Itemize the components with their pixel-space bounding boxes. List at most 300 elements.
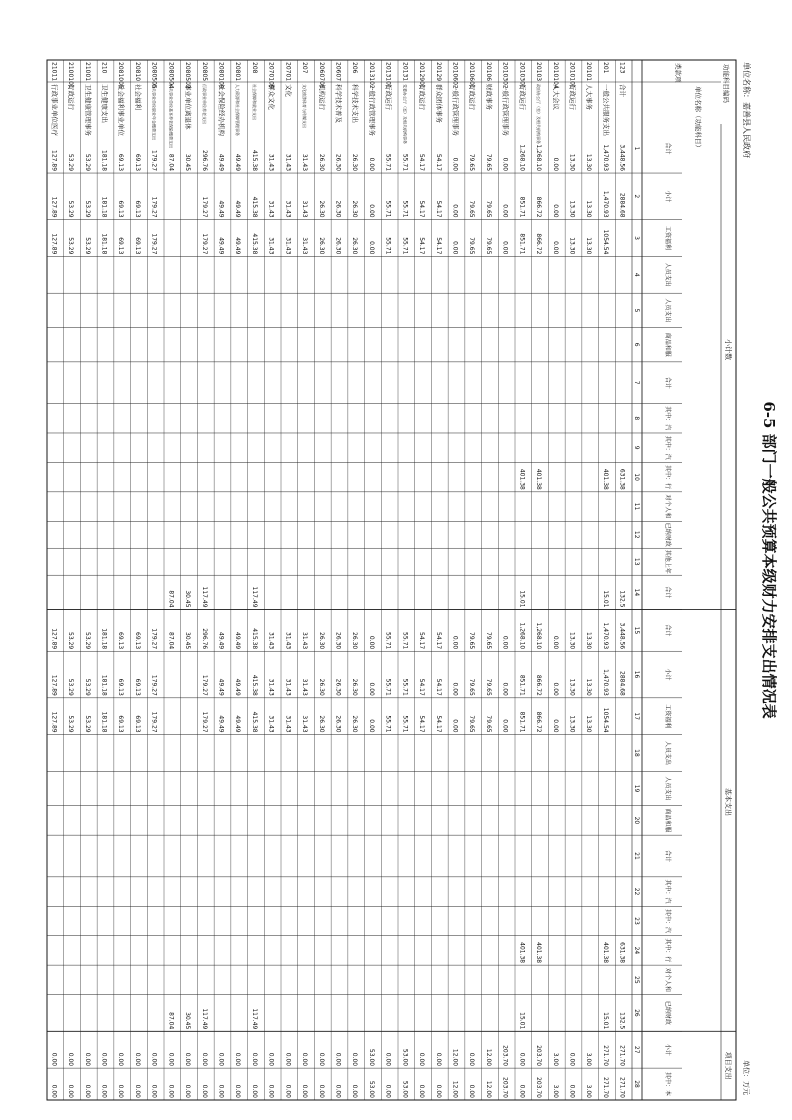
row-cell-total: 0.00 [367, 157, 375, 172]
row-name: 行政运行 [518, 84, 527, 110]
row-cell-basic-admin: 181.18 [100, 711, 108, 733]
row-name: 行政运行 [67, 84, 76, 110]
column-number: 12 [633, 530, 640, 539]
row-cell-basic-total: 0.00 [501, 635, 509, 650]
row-name: 人大会议 [551, 84, 560, 110]
row-cell-basic-subtotal: 0.00 [367, 682, 375, 696]
row-cell-basic-admin: 415.38 [250, 711, 258, 733]
header-cell: 其中：汽 [664, 406, 671, 431]
row-cell-next: 0.00 [133, 1084, 141, 1098]
row-name: 科学技术普及 [334, 84, 343, 123]
row-cell-project: 0.00 [267, 1052, 275, 1067]
row-cell-basic-admin: 866.72 [535, 711, 543, 733]
row-cell-basic-admin: 31.43 [301, 715, 309, 733]
row-cell-basic-subtotal: 866.72 [535, 674, 543, 696]
row-cell-total: 1,268.10 [535, 144, 543, 172]
row-cell-basic-subtotal: 0.00 [551, 682, 559, 696]
row-name: 社会福利事业单位 [117, 84, 126, 136]
row-cell-basic-admin: 53.29 [83, 715, 91, 733]
row-code: 2080505 [150, 62, 158, 89]
row-cell-next: 0.00 [384, 1084, 392, 1098]
row-cell-total: 0.00 [551, 157, 559, 172]
row-cell-basic-subtotal: 54.17 [418, 678, 426, 696]
row-cell-basic-total: 415.38 [250, 628, 258, 650]
column-number: 7 [633, 380, 640, 385]
row-cell-project: 12.00 [484, 1048, 492, 1067]
row-cell-admin: 31.43 [267, 237, 275, 255]
row-cell-basic-subtotal: 53.29 [83, 678, 91, 696]
header-cell: 商品和服 [664, 332, 671, 357]
row-cell-subtotal: 13.30 [568, 200, 576, 218]
row-cell-admin: 0.00 [501, 241, 509, 255]
row-name: 行政运行 [568, 84, 577, 110]
row-cell-total: 181.18 [100, 150, 108, 172]
row-code: 20801 [234, 62, 242, 82]
row-cell-basic-total: 31.43 [284, 632, 292, 650]
row-cell-project: 0.00 [568, 1052, 576, 1067]
row-cell-total: 179.27 [150, 150, 158, 172]
column-number: 11 [633, 502, 640, 511]
row-cell-total: 69.13 [133, 153, 141, 172]
row-cell-total: 0.00 [501, 157, 509, 172]
row-cell-subtotal: 49.49 [234, 200, 242, 218]
row-cell-basic-total: 3,448.56 [618, 622, 626, 650]
header-cell: 已纳财政 [664, 1000, 671, 1025]
row-cell-project: 0.00 [117, 1052, 125, 1067]
column-number: 5 [633, 308, 640, 313]
row-cell-basic-indiv: 15.01 [518, 1012, 526, 1030]
row-cell-basic-admin: 26.30 [351, 715, 359, 733]
row-cell-total: 0.00 [451, 157, 459, 172]
row-cell-basic-admin: 54.17 [434, 715, 442, 733]
row-cell-total: 31.43 [267, 153, 275, 172]
row-cell-basic-subtotal: 26.30 [334, 678, 342, 696]
row-cell-admin: 13.30 [568, 237, 576, 255]
row-cell-admin: 55.71 [401, 237, 409, 255]
row-cell-subtotal: 69.13 [117, 200, 125, 218]
row-cell-project: 203.70 [501, 1045, 509, 1067]
column-number: 9 [633, 445, 640, 450]
row-cell-basic-subtotal: 0.00 [451, 682, 459, 696]
row-cell-subtotal: 26.30 [317, 200, 325, 218]
row-cell-basic-admin: 79.65 [484, 715, 492, 733]
row-cell-basic-admin: 179.27 [200, 711, 208, 733]
row-code: 2010301 [518, 62, 526, 89]
row-cell-project: 0.00 [518, 1052, 526, 1067]
row-code: 2010601 [468, 62, 476, 89]
row-code: 2013101 [384, 62, 392, 89]
row-cell-total: 87.04 [167, 153, 175, 172]
row-cell-next: 0.00 [468, 1084, 476, 1098]
column-number: 28 [633, 1080, 640, 1088]
row-name: 行政运行 [468, 84, 477, 110]
row-cell-next: 0.00 [267, 1084, 275, 1098]
row-cell-subtotal: 1,470.93 [601, 190, 609, 218]
row-code: 2100101 [67, 62, 75, 89]
row-cell-project: 0.00 [67, 1052, 75, 1067]
row-cell-admin: 69.13 [133, 237, 141, 255]
row-cell-admin: 0.00 [551, 241, 559, 255]
row-cell-project: 12.00 [451, 1048, 459, 1067]
row-cell-basic-admin: 79.65 [468, 715, 476, 733]
row-cell-admin: 866.72 [535, 233, 543, 255]
row-cell-basic-subtotal: 54.17 [434, 678, 442, 696]
row-cell-next: 0.00 [334, 1084, 342, 1098]
row-cell-total: 54.17 [434, 153, 442, 172]
row-cell-subtotal: 55.71 [384, 200, 392, 218]
row-name: 社会保障和就业支出 [251, 84, 257, 120]
header-project-subtotal: 小计 [664, 1043, 671, 1056]
row-cell-next: 203.70 [501, 1077, 509, 1098]
header-cell: 对个人和 [664, 494, 671, 519]
row-cell-indiv: 15.01 [518, 590, 526, 608]
row-cell-goods: 401.38 [518, 468, 526, 490]
row-cell-basic-total: 54.17 [434, 632, 442, 650]
row-cell-total: 54.17 [418, 153, 426, 172]
row-cell-next: 0.00 [50, 1084, 58, 1098]
row-code: 20103 [535, 62, 543, 82]
row-name: 一般行政管理事务 [501, 84, 510, 136]
row-cell-basic-indiv: 87.04 [167, 1012, 175, 1030]
row-name: 行政事业单位养老支出 [201, 84, 207, 124]
row-cell-admin: 54.17 [434, 237, 442, 255]
column-number: 3 [633, 236, 640, 240]
row-cell-basic-admin: 55.71 [384, 715, 392, 733]
row-name: 财政事务 [484, 84, 493, 110]
row-name: 人力资源和社会保障管理事务 [235, 84, 241, 136]
row-cell-admin: 49.49 [234, 237, 242, 255]
row-cell-project: 0.00 [133, 1052, 141, 1067]
row-name: 机关事业单位职业年金缴费支出 [151, 84, 157, 140]
row-cell-basic-indiv: 15.01 [601, 1012, 609, 1030]
row-cell-admin: 0.00 [451, 241, 459, 255]
row-code: 2012901 [418, 62, 426, 89]
row-cell-project: 0.00 [83, 1052, 91, 1067]
row-cell-total: 26.30 [351, 153, 359, 172]
row-cell-total: 13.30 [585, 153, 593, 172]
row-code: 208 [250, 62, 258, 74]
row-cell-basic-indiv: 117.49 [250, 1008, 258, 1030]
row-cell-basic-subtotal: 79.65 [468, 678, 476, 696]
row-cell-subtotal: 26.30 [351, 200, 359, 218]
row-cell-basic-admin: 69.13 [117, 715, 125, 733]
row-cell-total: 79.65 [484, 153, 492, 172]
row-cell-subtotal: 851.71 [518, 196, 526, 218]
row-cell-subtotal: 0.00 [367, 204, 375, 218]
row-cell-next: 0.00 [234, 1084, 242, 1098]
row-cell-admin: 69.13 [117, 237, 125, 255]
row-cell-basic-goods: 631.38 [618, 942, 626, 964]
row-cell-total: 1,268.10 [518, 144, 526, 172]
rotated-table [47, 60, 778, 1100]
row-cell-basic-subtotal: 179.27 [150, 674, 158, 696]
row-cell-basic-subtotal: 0.00 [501, 682, 509, 696]
column-number: 16 [633, 670, 640, 679]
row-cell-project: 53.00 [367, 1048, 375, 1067]
row-cell-next: 0.00 [217, 1084, 225, 1098]
header-cell: 小计 [664, 668, 671, 681]
row-code: 2080502 [184, 62, 192, 89]
header-cell: 合计 [664, 624, 671, 637]
row-cell-next: 0.00 [301, 1084, 309, 1098]
row-cell-project: 0.00 [250, 1052, 258, 1067]
row-cell-admin: 179.27 [150, 233, 158, 255]
row-cell-next: 203.70 [535, 1077, 543, 1098]
row-cell-subtotal: 55.71 [401, 200, 409, 218]
column-number: 10 [633, 473, 640, 481]
row-cell-basic-goods: 401.38 [518, 942, 526, 964]
row-cell-admin: 31.43 [284, 237, 292, 255]
row-cell-basic-subtotal: 55.71 [401, 678, 409, 696]
header-cell: 合计 [664, 586, 671, 599]
row-cell-total: 31.43 [301, 153, 309, 172]
unit-name-label: 单位名称：嘉善县人民政府 [742, 62, 751, 158]
row-cell-basic-indiv: 132.5 [618, 1012, 626, 1030]
row-cell-next: 0.00 [67, 1084, 75, 1098]
row-cell-goods: 401.38 [601, 468, 609, 490]
row-cell-goods: 401.38 [535, 468, 543, 490]
row-cell-next: 53.00 [401, 1080, 409, 1098]
row-cell-admin: 127.89 [50, 233, 58, 255]
row-cell-admin: 13.30 [585, 237, 593, 255]
row-cell-next: 12.00 [484, 1080, 492, 1098]
row-cell-basic-admin: 69.13 [133, 715, 141, 733]
row-cell-basic-admin: 55.71 [401, 715, 409, 733]
row-cell-admin: 53.29 [67, 237, 75, 255]
row-cell-admin: 26.30 [351, 237, 359, 255]
row-cell-basic-admin: 851.71 [518, 711, 526, 733]
row-cell-total: 26.30 [317, 153, 325, 172]
row-cell-subtotal: 0.00 [551, 204, 559, 218]
row-code: 2010602 [451, 62, 459, 89]
row-cell-basic-admin: 0.00 [551, 719, 559, 733]
column-number: 23 [633, 917, 640, 925]
column-number: 17 [633, 712, 640, 721]
row-cell-admin: 79.65 [484, 237, 492, 255]
row-cell-basic-total: 26.30 [334, 632, 342, 650]
row-name: 合计 [618, 84, 627, 97]
row-cell-indiv: 117.49 [200, 586, 208, 608]
row-cell-admin: 55.71 [384, 237, 392, 255]
row-cell-subtotal: 179.27 [150, 196, 158, 218]
row-cell-project: 0.00 [301, 1052, 309, 1067]
row-cell-subtotal: 49.49 [217, 200, 225, 218]
row-cell-project: 203.70 [535, 1045, 543, 1067]
row-cell-basic-total: 79.65 [468, 632, 476, 650]
row-code: 2010101 [568, 62, 576, 89]
header-cell: 已纳财政 [664, 522, 671, 547]
row-cell-basic-admin: 26.30 [334, 715, 342, 733]
row-cell-basic-total: 1,268.10 [518, 622, 526, 650]
row-cell-basic-subtotal: 127.89 [50, 674, 58, 696]
row-cell-basic-subtotal: 415.38 [250, 674, 258, 696]
row-cell-basic-subtotal: 13.30 [568, 678, 576, 696]
row-cell-total: 69.13 [117, 153, 125, 172]
row-cell-next: 0.00 [184, 1084, 192, 1098]
row-cell-basic-total: 53.29 [83, 632, 91, 650]
row-cell-admin: 53.29 [83, 237, 91, 255]
row-cell-project: 0.00 [50, 1052, 58, 1067]
row-cell-basic-admin: 49.49 [217, 715, 225, 733]
row-name: 文化 [284, 84, 293, 97]
column-number: 25 [633, 976, 640, 984]
row-cell-total: 49.49 [217, 153, 225, 172]
header-cell: 小计 [664, 190, 671, 203]
row-cell-next: 0.00 [351, 1084, 359, 1098]
row-cell-basic-total: 0.00 [451, 635, 459, 650]
row-cell-next: 271.70 [601, 1077, 609, 1098]
row-cell-project: 0.00 [200, 1052, 208, 1067]
row-cell-subtotal: 31.43 [267, 200, 275, 218]
header-cell: 工资福利 [664, 704, 671, 729]
row-cell-subtotal: 181.18 [100, 196, 108, 218]
row-cell-project: 0.00 [184, 1052, 192, 1067]
row-name: 群众文化 [267, 84, 276, 110]
row-cell-total: 53.29 [83, 153, 91, 172]
row-code: 2081005 [117, 62, 125, 89]
row-cell-basic-total: 1,470.93 [601, 622, 609, 650]
column-number: 13 [633, 557, 640, 566]
row-cell-admin: 54.17 [418, 237, 426, 255]
row-cell-basic-subtotal: 49.49 [217, 678, 225, 696]
row-cell-project: 0.00 [217, 1052, 225, 1067]
row-cell-basic-admin: 13.30 [585, 715, 593, 733]
row-cell-basic-admin: 0.00 [367, 719, 375, 733]
row-name: 社会福利 [133, 84, 142, 110]
row-cell-basic-total: 1,268.10 [535, 622, 543, 650]
row-cell-basic-subtotal: 26.30 [317, 678, 325, 696]
row-cell-subtotal: 415.38 [250, 196, 258, 218]
row-cell-basic-admin: 13.30 [568, 715, 576, 733]
row-cell-total: 127.89 [50, 150, 58, 172]
row-cell-basic-total: 13.30 [568, 632, 576, 650]
row-cell-basic-goods: 401.38 [535, 942, 543, 964]
column-number: 21 [633, 852, 640, 860]
row-cell-basic-admin: 26.30 [317, 715, 325, 733]
row-name: 事业单位离退休 [184, 84, 193, 130]
row-name: 科学技术支出 [351, 84, 360, 123]
row-cell-basic-admin: 127.89 [50, 711, 58, 733]
row-cell-basic-subtotal: 31.43 [301, 678, 309, 696]
row-cell-basic-subtotal: 181.18 [100, 674, 108, 696]
header-cell: 商品和服 [664, 808, 671, 833]
column-number: 20 [633, 816, 640, 825]
row-cell-basic-subtotal: 55.71 [384, 678, 392, 696]
row-cell-basic-subtotal: 69.13 [133, 678, 141, 696]
row-cell-indiv: 87.04 [167, 590, 175, 608]
row-cell-next: 0.00 [150, 1084, 158, 1098]
header-class-item: 类款项 [674, 63, 682, 83]
column-number: 26 [633, 1009, 640, 1017]
row-name: 党委办公厅（室）及相关机构事务 [402, 84, 408, 144]
row-name: 政府办公厅（室）及相关机构事务 [536, 84, 542, 144]
row-cell-basic-subtotal: 79.65 [484, 678, 492, 696]
header-cell: 其他上年 [664, 549, 671, 574]
row-cell-basic-subtotal: 53.29 [67, 678, 75, 696]
row-cell-basic-total: 49.49 [217, 632, 225, 650]
header-cell: 合计 [664, 849, 671, 863]
row-cell-admin: 851.71 [518, 233, 526, 255]
row-cell-total: 55.71 [401, 153, 409, 172]
row-cell-basic-total: 26.30 [351, 632, 359, 650]
column-number: 4 [633, 272, 640, 277]
header-cell: 其中：行 [664, 465, 671, 490]
row-cell-basic-goods: 401.38 [601, 942, 609, 964]
row-code: 21001 [83, 62, 91, 82]
row-cell-project: 0.00 [384, 1052, 392, 1067]
row-cell-total: 1,470.93 [601, 144, 609, 172]
column-number: 27 [633, 1045, 640, 1054]
column-number: 24 [633, 946, 640, 955]
header-next-year: 其中：本 [664, 1072, 671, 1097]
row-cell-subtotal: 2884.68 [618, 192, 626, 218]
row-cell-basic-subtotal: 179.27 [200, 674, 208, 696]
row-cell-project: 3.00 [585, 1052, 593, 1067]
row-cell-basic-total: 69.13 [133, 632, 141, 650]
row-cell-total: 31.43 [284, 153, 292, 172]
row-cell-basic-indiv: 117.49 [200, 1008, 208, 1030]
column-number: 18 [633, 749, 640, 757]
header-cell: 其中：行 [664, 938, 671, 963]
row-code: 20106 [484, 62, 492, 82]
row-cell-admin: 415.38 [250, 233, 258, 255]
row-cell-basic-total: 79.65 [484, 632, 492, 650]
row-cell-project: 0.00 [167, 1052, 175, 1067]
row-code: 2010302 [501, 62, 509, 89]
row-cell-subtotal: 31.43 [301, 200, 309, 218]
row-cell-next: 0.00 [284, 1084, 292, 1098]
row-cell-subtotal: 54.17 [418, 200, 426, 218]
header-cell: 工资福利 [664, 226, 671, 251]
row-cell-subtotal: 53.29 [67, 200, 75, 218]
row-cell-next: 12.00 [451, 1080, 459, 1098]
row-code: 2080504 [167, 62, 175, 89]
column-number: 6 [633, 342, 640, 347]
row-cell-basic-total: 49.49 [234, 632, 242, 650]
row-cell-basic-subtotal: 26.30 [351, 678, 359, 696]
row-cell-project: 0.00 [468, 1052, 476, 1067]
row-cell-subtotal: 69.13 [133, 200, 141, 218]
row-code: 20101 [585, 62, 593, 82]
row-code: 207 [301, 62, 309, 74]
column-number: 2 [633, 194, 640, 199]
row-code: 201 [601, 62, 609, 74]
row-code: 20129 [434, 62, 442, 82]
row-cell-total: 79.65 [468, 153, 476, 172]
row-cell-total: 55.71 [384, 153, 392, 172]
row-cell-next: 0.00 [518, 1084, 526, 1098]
row-cell-next: 3.00 [585, 1084, 593, 1098]
row-cell-basic-total: 181.18 [100, 628, 108, 650]
row-cell-project: 0.00 [284, 1052, 292, 1067]
row-cell-admin: 31.43 [301, 237, 309, 255]
row-cell-admin: 181.18 [100, 233, 108, 255]
page-title: 6-5 部门一般公共预算本级财力安排支出情况表 [760, 401, 778, 719]
row-cell-total: 30.45 [184, 153, 192, 172]
row-cell-basic-total: 87.04 [167, 632, 175, 650]
row-cell-next: 0.00 [418, 1084, 426, 1098]
row-cell-basic-admin: 0.00 [501, 719, 509, 733]
row-cell-basic-total: 26.30 [317, 632, 325, 650]
row-code: 2070109 [267, 62, 275, 89]
row-cell-project: 53.00 [401, 1048, 409, 1067]
row-code: 2060701 [317, 62, 325, 89]
row-cell-total: 415.38 [250, 150, 258, 172]
row-cell-admin: 26.30 [317, 237, 325, 255]
row-cell-project: 0.00 [317, 1052, 325, 1067]
row-cell-total: 13.30 [568, 153, 576, 172]
header-cell: 对个人和 [664, 967, 671, 992]
